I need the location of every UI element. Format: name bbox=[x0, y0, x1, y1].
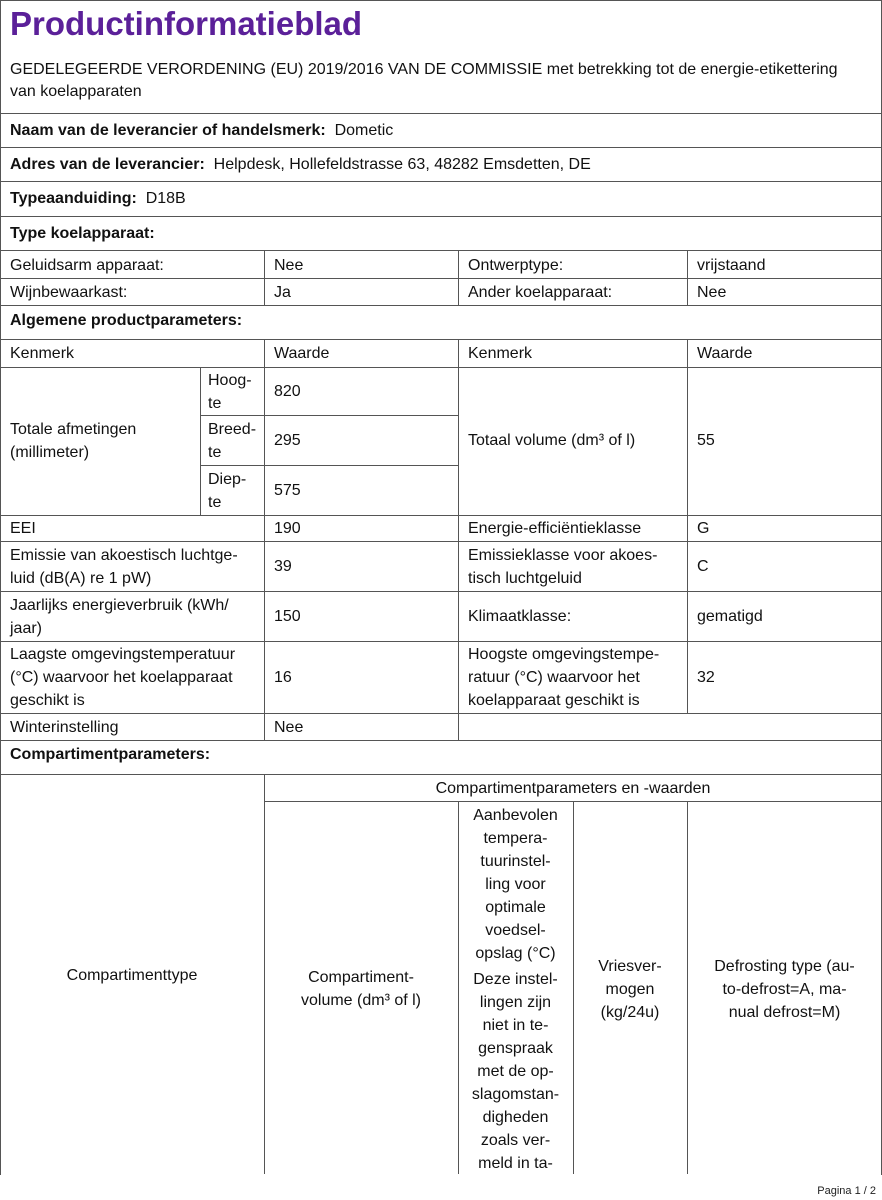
depth-label-2: te bbox=[208, 494, 222, 511]
depth-value: 575 bbox=[274, 482, 301, 499]
winter-setting-label: Winterinstelling bbox=[10, 719, 119, 736]
appliance-type-heading: Type koelapparaat: bbox=[10, 225, 155, 242]
noise-class-label-2: tisch luchtgeluid bbox=[468, 570, 582, 587]
height-label-2: te bbox=[208, 395, 222, 412]
climate-class-value: gematigd bbox=[697, 608, 763, 625]
defrost-type-header-2: to-defrost=A, ma- bbox=[722, 981, 847, 998]
min-temp-label-3: geschikt is bbox=[10, 692, 85, 709]
min-temp-value: 16 bbox=[274, 669, 292, 686]
winter-setting-value: Nee bbox=[274, 719, 304, 736]
energy-consumption-label-1: Jaarlijks energieverbruik (kWh/ bbox=[10, 597, 229, 614]
wine-storage-label: Wijnbewaarkast: bbox=[10, 284, 128, 301]
low-noise-value: Nee bbox=[274, 257, 304, 274]
min-temp-label-1: Laagste omgevingstemperatuur bbox=[10, 646, 236, 663]
total-volume-value: 55 bbox=[697, 432, 715, 449]
page-number: Pagina 1 / 2 bbox=[817, 1185, 876, 1197]
supplier-name-label: Naam van de leverancier of handelsmerk: bbox=[10, 122, 326, 139]
low-noise-label: Geluidsarm apparaat: bbox=[10, 257, 164, 274]
supplier-address-row bbox=[10, 153, 591, 176]
regulation-line-1: GEDELEGEERDE VERORDENING (EU) 2019/2016 VAN DE COMMISSIE met betrekking tot de energie-etikettering bbox=[10, 61, 838, 78]
energy-class-label: Energie-efficiëntieklasse bbox=[468, 520, 642, 537]
compartment-params-heading: Compartimentparameters: bbox=[10, 746, 211, 763]
defrost-type-header-3: nual defrost=M) bbox=[728, 1004, 841, 1021]
regulation-line-2: van koelapparaten bbox=[10, 83, 142, 100]
noise-class-label-1: Emissieklasse voor akoes- bbox=[468, 547, 658, 564]
noise-value: 39 bbox=[274, 558, 292, 575]
model-row bbox=[10, 187, 186, 210]
compartment-volume-header-2: volume (dm³ of l) bbox=[300, 992, 422, 1009]
depth-label-1: Diep- bbox=[208, 471, 247, 488]
width-label-2: te bbox=[208, 444, 222, 461]
general-params-heading: Algemene productparameters: bbox=[10, 312, 243, 329]
header-waarde-2: Waarde bbox=[697, 345, 753, 362]
total-volume-label: Totaal volume (dm³ of l) bbox=[468, 432, 636, 449]
compartment-type-header: Compartimenttype bbox=[66, 967, 198, 984]
compartment-volume-header-1: Compartiment- bbox=[308, 969, 414, 986]
supplier-address-label: Adres van de leverancier: bbox=[10, 156, 205, 173]
noise-label-1: Emissie van akoestisch luchtge- bbox=[10, 547, 238, 564]
other-appliance-value: Nee bbox=[697, 284, 727, 301]
compartment-group-header: Compartimentparameters en -waarden bbox=[435, 780, 711, 797]
width-label-1: Breed- bbox=[208, 421, 257, 438]
header-kenmerk-1: Kenmerk bbox=[10, 345, 75, 362]
supplier-name-row bbox=[10, 119, 393, 142]
other-appliance-label: Ander koelapparaat: bbox=[468, 284, 613, 301]
width-value: 295 bbox=[274, 432, 301, 449]
climate-class-label: Klimaatklasse: bbox=[468, 608, 572, 625]
height-label-1: Hoog- bbox=[208, 372, 252, 389]
max-temp-label-1: Hoogste omgevingstempe- bbox=[468, 646, 660, 663]
max-temp-value: 32 bbox=[697, 669, 715, 686]
design-type-label: Ontwerptype: bbox=[468, 257, 564, 274]
header-kenmerk-2: Kenmerk bbox=[468, 345, 533, 362]
eei-value: 190 bbox=[274, 520, 301, 537]
min-temp-label-2: (°C) waarvoor het koelapparaat bbox=[10, 669, 233, 686]
defrost-type-header-1: Defrosting type (au- bbox=[714, 958, 855, 975]
energy-class-value: G bbox=[697, 520, 710, 537]
freezing-capacity-header-3: (kg/24u) bbox=[600, 1004, 660, 1021]
header-waarde-1: Waarde bbox=[274, 345, 330, 362]
max-temp-label-2: ratuur (°C) waarvoor het bbox=[468, 669, 640, 686]
freezing-capacity-header-1: Vriesver- bbox=[598, 958, 662, 975]
noise-class-value: C bbox=[697, 558, 709, 575]
wine-storage-value: Ja bbox=[274, 284, 291, 301]
supplier-address-value: Helpdesk, Hollefeldstrasse 63, 48282 Emsdetten, DE bbox=[213, 156, 591, 173]
eei-label: EEI bbox=[10, 520, 36, 537]
height-value: 820 bbox=[274, 383, 301, 400]
model-value: D18B bbox=[145, 190, 186, 207]
dimensions-label-2: (millimeter) bbox=[10, 444, 90, 461]
page-title: Productinformatieblad bbox=[10, 5, 363, 42]
energy-consumption-value: 150 bbox=[274, 608, 301, 625]
noise-label-2: luid (dB(A) re 1 pW) bbox=[10, 570, 152, 587]
freezing-capacity-header-2: mogen bbox=[605, 981, 655, 998]
max-temp-label-3: koelapparaat geschikt is bbox=[468, 692, 640, 709]
energy-consumption-label-2: jaar) bbox=[10, 620, 43, 637]
model-label: Typeaanduiding: bbox=[10, 190, 137, 207]
design-type-value: vrijstaand bbox=[697, 257, 766, 274]
dimensions-label-1: Totale afmetingen bbox=[10, 421, 137, 438]
supplier-name-value: Dometic bbox=[334, 122, 394, 139]
